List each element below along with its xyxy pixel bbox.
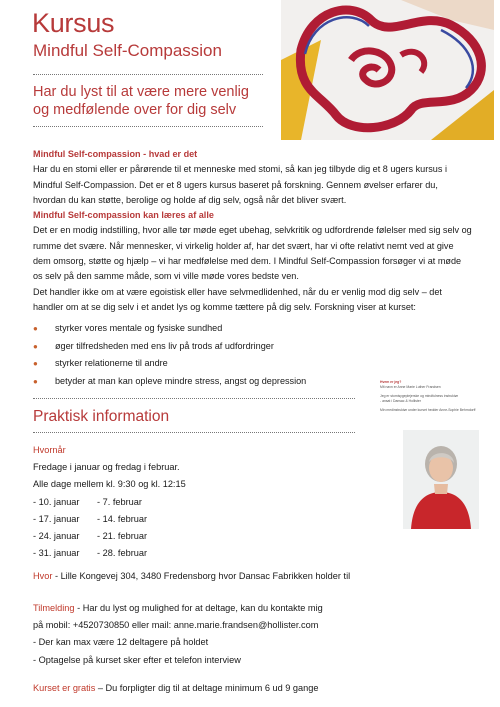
date-row: - 24. januar - 21. februar [33,531,148,542]
when-label: Hvornår [33,445,66,455]
portrait-photo [403,430,479,529]
page-subtitle: Mindful Self-Compassion [33,41,222,60]
list-item: ● øger tilfredsheden med ens liv på trods af udfordringer [33,338,473,356]
date-row: - 17. januar - 14. februar [33,513,148,524]
about-me-box: Hvem er jeg? Mit navn er Anne Marie Luther Frandsen Jeg er stomisygeplejerske og mindfulness instruktør - ansat i Dansac & Hollister Min medinstruktør under kurset hedder Anne-Sophie Behrndorff [380,380,476,412]
list-item: ● betyder at man kan opleve mindre stress, angst og depression [33,373,473,391]
page-title: Kursus [32,8,115,38]
section-heading: Mindful Self-compassion - hvad er det [33,149,198,159]
paragraph: Det er en modig indstilling, hvor alle tør møde eget ubehag, selvkritik og udfordrende følelser med sig selv og rumme det svære. Når mennesker, vi virkelig holder af, har det svært, har vi ofte relativt nemt ved at give dem omsorg, støtte og hjælp – vi har medfølelse med dem. I Mindful Self-Compassion forsøger vi at møde os selv på den samme måde, som vi ville møde vores bedste ven. [33,225,472,282]
abstract-painting-image [281,0,494,140]
contact-line: på mobil: +4520730850 eller mail: anne.marie.frandsen@hollister.com [33,620,319,631]
free-course-line: Kurset er gratis – Du forpligter dig til at deltage minimum 6 ud 9 gange [33,683,319,693]
list-item: ● styrker relationerne til andre [33,355,473,373]
dotted-divider [33,432,355,433]
dotted-divider [33,398,355,399]
date-row: - 10. januar - 7. februar [33,496,142,507]
lead-question: Har du lyst til at være mere venlig og medfølende over for dig selv [33,84,249,118]
intro-section [33,147,473,315]
dotted-divider [33,74,263,75]
signup-block: Tilmelding - Har du lyst og mulighed for at deltage, kan du kontakte mig på mobil: +4520730850 eller mail: anne.marie.frandsen@hollister.com - Der kan max være 12 deltagere på holdet - Optagelse på kurset sker efter et telefon interview [33,600,473,669]
dotted-divider [33,126,263,127]
section-title: Praktisk information [33,408,170,425]
paragraph: Det handler ikke om at være egoistisk eller have selvmedlidenhed, når du er venlig mod dig selv – det handler om at se dig selv i et andet lys og komme tættere på dig selv. Forskning viser at kurset: [33,286,442,312]
list-item: ● styrker vores mentale og fysiske sundhed [33,320,473,338]
location-line: Hvor - Lille Kongevej 304, 3480 Fredensborg hvor Dansac Fabrikken holder til [33,571,351,581]
date-row: - 31. januar - 28. februar [33,548,148,559]
paragraph: Har du en stomi eller er pårørende til et menneske med stomi, så kan jeg tilbyde dig et 8 ugers kursus i Mindful Self-Compassion. Det er et 8 ugers kursus baseret på forskning. Gennem øvelser erfarer du, hvordan du kan støtte, berolige og holde af dig selv, også når det bliver svært. [33,164,447,205]
section-heading: Mindful Self-compassion kan læres af alle [33,210,214,221]
schedule-block: Hvornår Fredage i januar og fredag i februar. Alle dage mellem kl. 9:30 og kl. 12:15 - 10. januar - 7. februar - 17. januar - 14. februar - 24. januar - 21. februar - 31. januar - 28. februar [33,442,373,562]
